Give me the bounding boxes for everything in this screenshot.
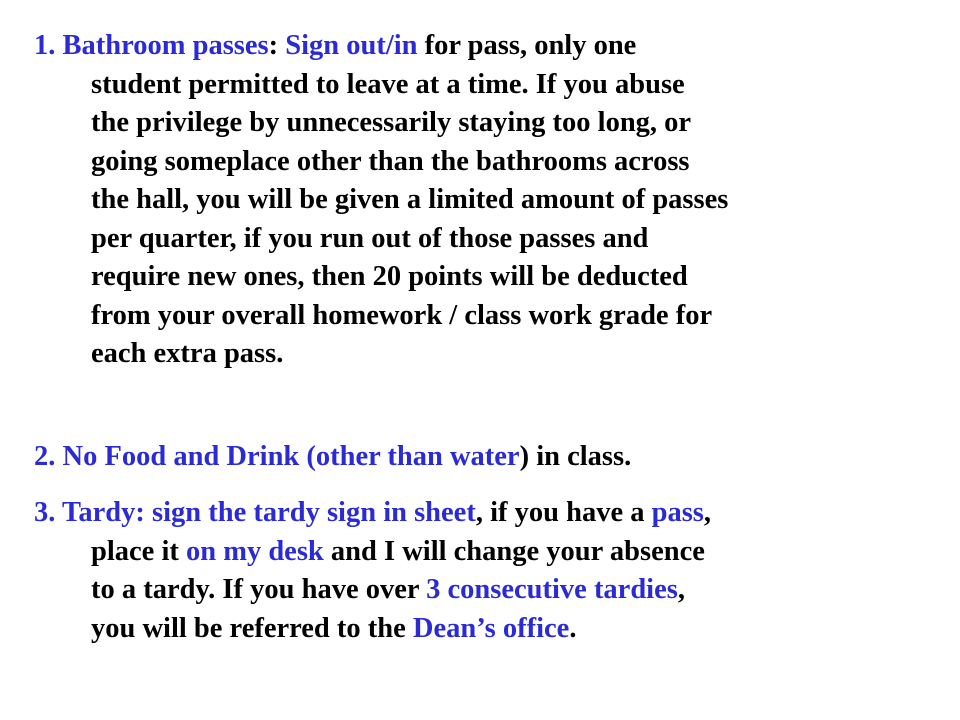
highlighted-text: Sign out/in (285, 30, 418, 61)
rule-text: , (703, 497, 712, 528)
rule-text: the privilege by unnecessarily staying too long, or (91, 107, 692, 138)
highlighted-text: Dean’s office (412, 612, 570, 644)
rule-text: student permitted to leave at a time. If you abuse (91, 68, 685, 100)
highlighted-text: 3. Tardy: sign the tardy sign in sheet (34, 497, 476, 528)
highlighted-text: 2. No Food and Drink (other than water (34, 441, 520, 472)
rule-no-food-drink (34, 438, 960, 477)
rule-text: to a tardy. If you have over (91, 574, 427, 605)
highlighted-text: 3 consecutive tardies (426, 574, 678, 605)
rule-text: . (569, 612, 577, 644)
rule-text: place it (91, 535, 186, 567)
rule-text: you will be referred to the (91, 612, 413, 644)
rule-text: require new ones, then 20 points will be deducted (91, 261, 688, 292)
rule-text: ) in class. (519, 441, 632, 472)
rule-tardy (34, 494, 960, 648)
highlighted-text: on my desk (185, 535, 324, 567)
rule-text: for pass, only one (417, 30, 637, 61)
highlighted-text: 1. Bathroom passes (34, 30, 269, 61)
rule-text: , if you have a (475, 497, 652, 528)
rule-text: the hall, you will be given a limited amount of passes (91, 184, 729, 215)
rule-text: from your overall homework / class work grade for (91, 299, 713, 331)
rule-text: : (268, 30, 286, 61)
rule-text: and I will change your absence (323, 535, 705, 567)
rule-text: per quarter, if you run out of those passes and (91, 222, 649, 254)
highlighted-text: pass (651, 497, 704, 528)
rule-text: , (677, 574, 685, 605)
rule-text: going someplace other than the bathrooms across (91, 145, 690, 177)
rule-text: each extra pass. (91, 338, 284, 369)
rule-bathroom-passes (34, 27, 960, 374)
